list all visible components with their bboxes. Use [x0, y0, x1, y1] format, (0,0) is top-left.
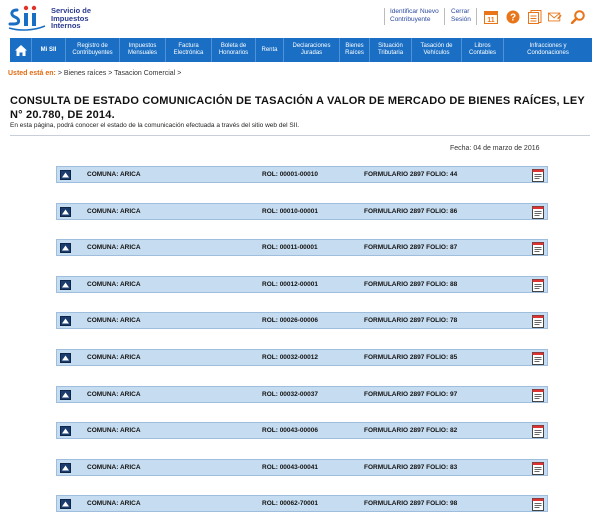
list-item	[56, 166, 548, 183]
arrow-up-icon[interactable]	[60, 280, 71, 290]
breadcrumb-separator: >	[57, 70, 62, 77]
arrow-up-icon[interactable]	[60, 463, 71, 473]
document-icon[interactable]	[532, 315, 544, 328]
row-rol: ROL: 00026-00006	[262, 317, 319, 325]
arrow-up-icon[interactable]	[60, 499, 71, 509]
nav-item-label: Renta	[261, 46, 278, 53]
row-comuna: COMUNA: ARICA	[87, 500, 141, 508]
list-item	[56, 422, 548, 439]
row-rol: ROL: 00012-00001	[262, 280, 319, 288]
document-icon[interactable]	[532, 206, 544, 219]
nav-item-renta[interactable]	[256, 38, 284, 62]
row-rol: ROL: 00032-00012	[262, 353, 319, 361]
nav-item-label: Boleta de	[220, 43, 247, 49]
page-title: CONSULTA DE ESTADO COMUNICACIÓN DE TASACIÓN A VALOR DE MERCADO DE BIENES RAÍCES, LEY N° 20.780, DE 2014.	[10, 95, 585, 121]
list-item	[56, 495, 548, 512]
sii-logo[interactable]	[7, 4, 117, 32]
nav-item-label: Bienes	[345, 43, 364, 49]
arrow-up-icon[interactable]	[60, 390, 71, 400]
sii-logo-text	[51, 7, 91, 30]
row-formulario: FORMULARIO 2897 FOLIO: 44	[364, 171, 458, 178]
fecha-label: Fecha: 04 de marzo de 2016	[450, 145, 540, 152]
row-formulario: FORMULARIO 2897 FOLIO: 87	[364, 244, 458, 252]
title-divider	[10, 135, 590, 136]
identificar-contribuyente-link[interactable]	[390, 8, 439, 24]
row-rol: ROL: 00011-00001	[262, 244, 318, 252]
list-item	[56, 203, 548, 220]
nav-item-label: Vehículos	[423, 50, 450, 56]
row-comuna: COMUNA: ARICA	[87, 353, 141, 361]
row-comuna: COMUNA: ARICA	[87, 427, 141, 435]
nav-item-label: Contribuyentes	[72, 50, 113, 56]
nav-item-label: Impuestos	[128, 43, 157, 49]
row-formulario: FORMULARIO 2897 FOLIO: 78	[364, 317, 458, 325]
nav-item-label: Declaraciones	[292, 43, 331, 49]
nav-item-libros-contables[interactable]	[462, 38, 504, 62]
breadcrumb-separator: >	[177, 70, 182, 77]
home-icon	[15, 45, 27, 56]
nav-item-label: Situación	[378, 43, 403, 49]
row-rol: ROL: 00062-70001	[262, 500, 319, 508]
list-item	[56, 349, 548, 366]
nav-item-label: Registro de	[77, 43, 108, 49]
logo-line: Internos	[51, 21, 81, 30]
document-icon[interactable]	[532, 279, 544, 292]
header-separator	[384, 8, 385, 25]
page-description: En esta página, podrá conocer el estado de la comunicación efectuada a través del sitio web del SII.	[10, 122, 300, 129]
breadcrumb-separator: >	[108, 70, 113, 77]
search-icon[interactable]	[571, 10, 585, 24]
arrow-up-icon[interactable]	[60, 170, 71, 180]
breadcrumb-item-bienes-raices[interactable]: Bienes raíces	[63, 70, 107, 77]
nav-item-tasacion-vehiculos[interactable]	[412, 38, 462, 62]
document-icon[interactable]	[532, 462, 544, 475]
row-comuna: COMUNA: ARICA	[87, 463, 141, 471]
nav-item-label: Tasación de	[420, 43, 453, 49]
document-icon[interactable]	[532, 498, 544, 511]
logo-line: Servicio de	[51, 6, 92, 15]
row-formulario: FORMULARIO 2897 FOLIO: 83	[364, 463, 458, 471]
cerrar-sesion-link[interactable]	[451, 8, 471, 24]
list-item	[56, 239, 548, 256]
row-rol: ROL: 00043-00006	[262, 427, 319, 435]
nav-item-label: Condonaciones	[527, 50, 569, 56]
arrow-up-icon[interactable]	[60, 316, 71, 326]
nav-item-label: Factura	[178, 43, 199, 49]
nav-item-label: Juradas	[300, 50, 323, 56]
list-item	[56, 312, 548, 329]
nav-item-infracciones-condonaciones[interactable]	[504, 38, 592, 62]
nav-item-boleta-honorarios[interactable]	[212, 38, 256, 62]
main-nav	[10, 38, 592, 62]
breadcrumb-item-tasacion-comercial[interactable]: Tasacion Comercial	[114, 70, 176, 77]
svg-text:?: ?	[509, 12, 517, 24]
row-comuna: COMUNA: ARICA	[87, 280, 141, 288]
nav-item-factura-electronica[interactable]	[166, 38, 212, 62]
arrow-up-icon[interactable]	[60, 207, 71, 217]
document-icon[interactable]	[532, 169, 544, 182]
arrow-up-icon[interactable]	[60, 426, 71, 436]
nav-item-label: Tributaria	[377, 50, 404, 56]
row-formulario: FORMULARIO 2897 FOLIO: 98	[364, 500, 458, 508]
nav-item-label: Electrónica	[173, 50, 204, 56]
nav-item-situacion-tributaria[interactable]	[370, 38, 412, 62]
site-header	[0, 0, 600, 36]
row-comuna: COMUNA: ARICA	[87, 207, 141, 215]
arrow-up-icon[interactable]	[60, 353, 71, 363]
nav-item-declaraciones-juradas[interactable]	[284, 38, 340, 62]
nav-home[interactable]	[10, 38, 32, 62]
header-separator	[476, 8, 477, 25]
mail-icon[interactable]	[548, 10, 562, 24]
nav-item-label: Raíces	[345, 50, 364, 56]
sii-logo-mark	[7, 4, 47, 32]
link-line: Sesión	[451, 16, 471, 23]
document-icon[interactable]	[532, 425, 544, 438]
link-line: Contribuyente	[390, 16, 431, 23]
document-icon[interactable]	[532, 352, 544, 365]
breadcrumb	[8, 70, 181, 77]
row-formulario: FORMULARIO 2897 FOLIO: 82	[364, 427, 458, 435]
arrow-up-icon[interactable]	[60, 243, 71, 253]
row-comuna: COMUNA: ARICA	[87, 317, 141, 325]
list-item	[56, 386, 548, 403]
breadcrumb-lead: Usted está en:	[8, 70, 56, 77]
nav-item-label: Libros	[474, 43, 491, 49]
help-icon[interactable]	[506, 10, 520, 24]
nav-item-impuestos-mensuales[interactable]	[120, 38, 166, 62]
row-formulario: FORMULARIO 2897 FOLIO: 97	[364, 390, 458, 398]
row-formulario: FORMULARIO 2897 FOLIO: 86	[364, 207, 458, 215]
document-icon[interactable]	[532, 389, 544, 402]
nav-item-label: Infracciones y	[529, 43, 567, 49]
documents-icon[interactable]	[528, 10, 542, 24]
nav-item-registro-contribuyentes[interactable]	[66, 38, 120, 62]
calendar-day: 11	[487, 17, 495, 24]
link-line: Identificar Nuevo	[390, 8, 439, 15]
document-icon[interactable]	[532, 242, 544, 255]
row-rol: ROL: 00010-00001	[262, 207, 319, 215]
row-rol: ROL: 00032-00037	[262, 390, 319, 398]
calendar-icon[interactable]	[484, 10, 498, 24]
row-comuna: COMUNA: ARICA	[87, 171, 141, 178]
logo-line: Impuestos	[51, 13, 89, 23]
row-comuna: COMUNA: ARICA	[87, 390, 141, 398]
nav-item-bienes-raices[interactable]	[340, 38, 370, 62]
nav-item-label: Mi SII	[40, 46, 57, 53]
nav-item-label: Contables	[468, 50, 497, 56]
row-rol: ROL: 00043-00041	[262, 463, 319, 471]
nav-item-label: Mensuales	[127, 50, 157, 56]
nav-item-label: Honorarios	[218, 50, 249, 56]
list-item	[56, 459, 548, 476]
row-comuna: COMUNA: ARICA	[87, 244, 141, 252]
results-list	[56, 166, 548, 526]
header-separator	[444, 8, 445, 25]
row-rol: ROL: 00001-00010	[262, 171, 319, 178]
nav-item-mi-sii[interactable]	[32, 38, 66, 62]
row-formulario: FORMULARIO 2897 FOLIO: 88	[364, 280, 458, 288]
row-formulario: FORMULARIO 2897 FOLIO: 85	[364, 353, 458, 361]
link-line: Cerrar	[451, 8, 470, 15]
list-item	[56, 276, 548, 293]
